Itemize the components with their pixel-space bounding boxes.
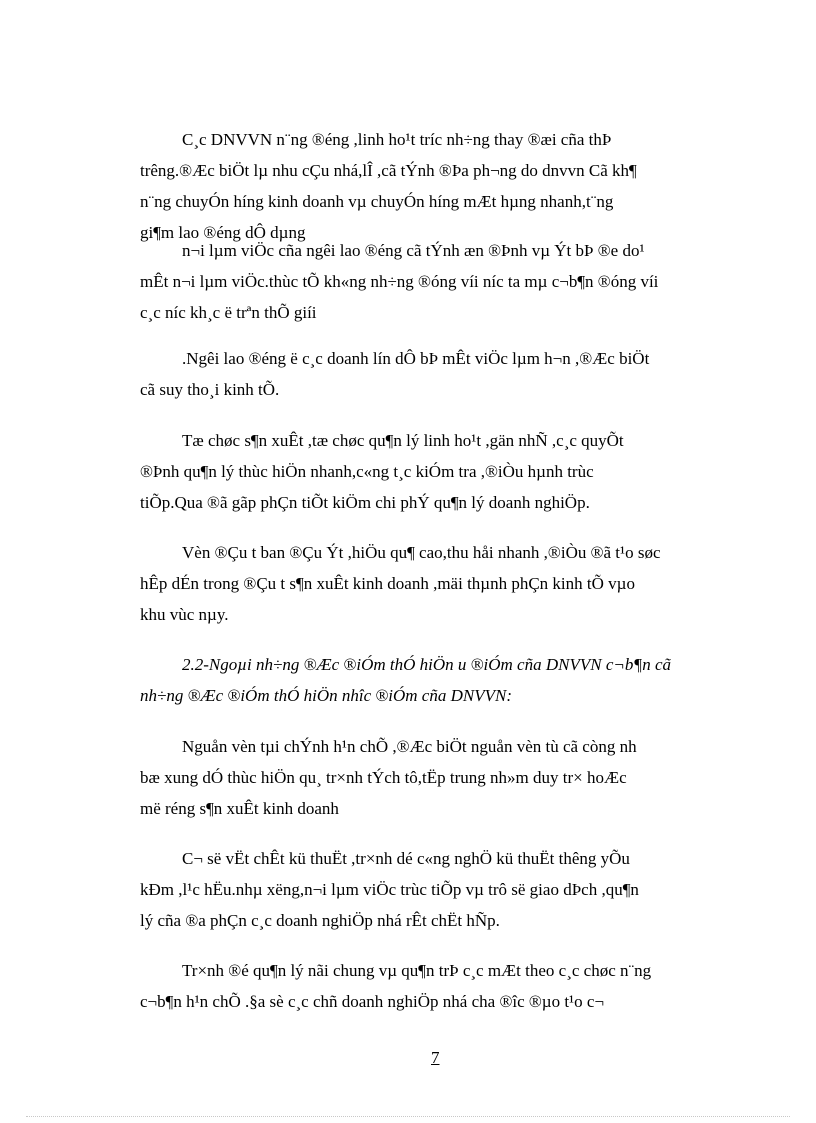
text-line: ®Þnh qu¶n lý thùc hiÖn nhanh,c«ng t¸c kiÓm tra ,®iÒu hµnh trùc — [140, 462, 594, 481]
page-bottom-divider — [26, 1116, 790, 1117]
text-line: c¸c níc kh¸c ë trªn thÕ giíi — [140, 303, 317, 322]
paragraph-workplace — [140, 235, 728, 328]
text-line: n¨ng chuyÓn híng kinh doanh vµ chuyÓn híng mÆt hµng nhanh,t¨ng — [140, 192, 614, 211]
text-line: .Ngêi lao ®éng ë c¸c doanh lín dÔ bÞ mÊt viÖc lµm h¬n ,®Æc biÖt — [182, 349, 650, 368]
text-line: 2.2-Ngoµi nh÷ng ®Æc ®iÓm thÓ hiÖn u ®iÓm cña DNVVN c¬b¶n cã — [182, 655, 672, 674]
text-line: më réng s¶n xuÊt kinh doanh — [140, 799, 339, 818]
paragraph-capital — [140, 731, 728, 824]
text-line: nh÷ng ®Æc ®iÓm thÓ hiÖn nhîc ®iÓm cña DNVVN: — [140, 686, 512, 705]
page-number: 7 — [431, 1048, 440, 1067]
text-line: lý cña ®a phÇn c¸c doanh nghiÖp nhá rÊt chËt hÑp. — [140, 911, 500, 930]
text-line: gi¶m lao ®éng dÔ dµng — [140, 223, 306, 242]
paragraph-large-firms — [140, 343, 728, 405]
text-line: cã suy tho¸i kinh tÕ. — [140, 380, 280, 399]
paragraph-flexibility — [140, 124, 728, 248]
text-line: kÐm ,l¹c hËu.nhµ xëng,n¬i lµm viÖc trùc tiÕp vµ trô së giao dÞch ,qu¶n — [140, 880, 639, 899]
text-line: bæ xung dÓ thùc hiÖn qu¸ tr×nh tÝch tô,tËp trung nh»m duy tr× hoÆc — [140, 768, 627, 787]
text-line: trêng.®Æc biÖt lµ nhu cÇu nhá,lÎ ,cã tÝnh ®Þa ph¬ng do dnvvn Cã kh¶ — [140, 161, 637, 180]
text-line: C¬ së vËt chÊt kü thuËt ,tr×nh dé c«ng nghÖ kü thuËt thêng yÕu — [182, 849, 630, 868]
paragraph-investment — [140, 537, 728, 630]
text-line: n¬i lµm viÖc cña ngêi lao ®éng cã tÝnh æn ®Þnh vµ Ýt bÞ ®e do¹ — [182, 241, 645, 260]
paragraph-organization — [140, 425, 728, 518]
text-line: khu vùc nµy. — [140, 605, 229, 624]
text-line: c¬b¶n h¹n chÕ .§a sè c¸c chñ doanh nghiÖp nhá cha ®îc ®µo t¹o c¬ — [140, 992, 605, 1011]
text-line: mÊt n¬i lµm viÖc.thùc tÕ kh«ng nh÷ng ®óng víi níc ta mµ c¬b¶n ®óng víi — [140, 272, 659, 291]
paragraph-facilities — [140, 843, 728, 936]
text-line: Vèn ®Çu t ban ®Çu Ýt ,hiÖu qu¶ cao,thu håi nhanh ,®iÒu ®ã t¹o søc — [182, 543, 661, 562]
text-line: C¸c DNVVN n¨ng ®éng ,linh ho¹t tríc nh÷ng thay ®æi cña thÞ — [182, 130, 612, 149]
text-line: tiÕp.Qua ®ã gãp phÇn tiÕt kiÖm chi phÝ qu¶n lý doanh nghiÖp. — [140, 493, 590, 512]
text-line: Nguån vèn tµi chÝnh h¹n chÕ ,®Æc biÖt nguån vèn tù cã còng nh — [182, 737, 637, 756]
text-line: hÊp dÉn trong ®Çu t s¶n xuÊt kinh doanh ,mäi thµnh phÇn kinh tÕ vµo — [140, 574, 635, 593]
text-line: Tæ chøc s¶n xuÊt ,tæ chøc qu¶n lý linh ho¹t ,gän nhÑ ,c¸c quyÕt — [182, 431, 624, 450]
text-line: Tr×nh ®é qu¶n lý nãi chung vµ qu¶n trÞ c¸c mÆt theo c¸c chøc n¨ng — [182, 961, 652, 980]
section-heading-2-2 — [140, 649, 728, 711]
paragraph-management — [140, 955, 728, 1017]
